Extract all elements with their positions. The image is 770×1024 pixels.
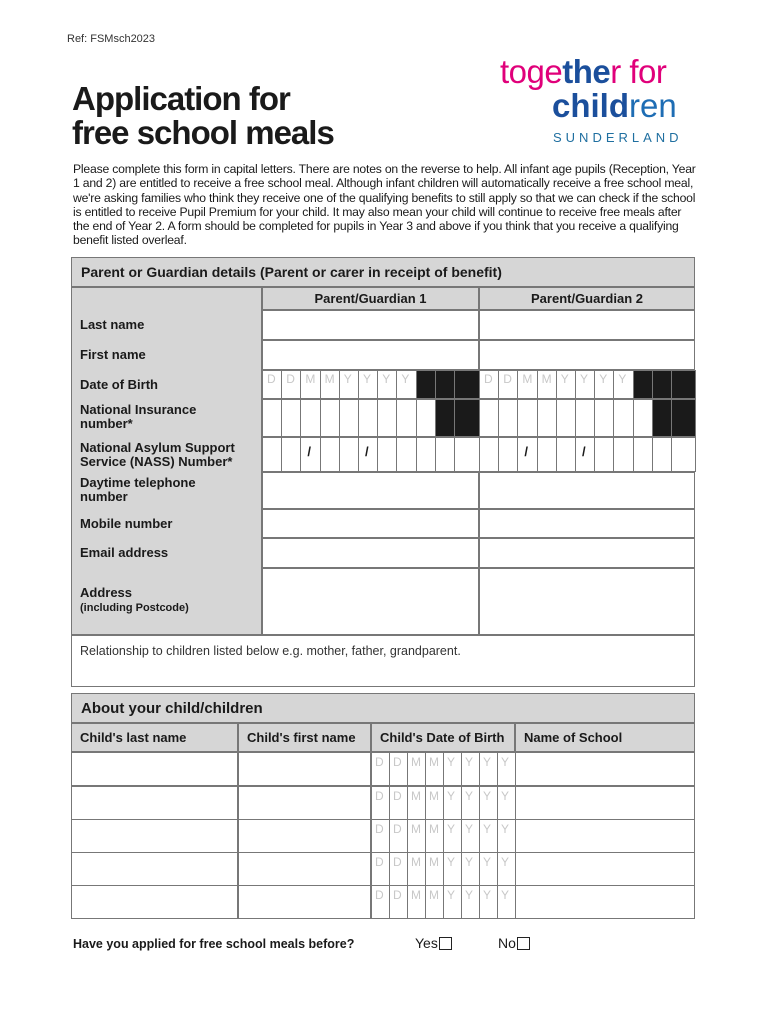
- phone-input-parent-2[interactable]: [479, 472, 695, 509]
- nass-box-parent-1[interactable]: [377, 437, 397, 472]
- label-first_name: First name: [80, 347, 146, 362]
- ni-box-parent-1[interactable]: [396, 399, 416, 437]
- dob-placeholder-char: Y: [401, 372, 410, 386]
- ni-box-parent-1[interactable]: [377, 399, 397, 437]
- child-col-header-2: Child's first name: [238, 723, 371, 752]
- nass-box-parent-2[interactable]: [537, 437, 557, 472]
- dob-placeholder-char: D: [267, 372, 276, 386]
- ni-box-parent-2[interactable]: [498, 399, 518, 437]
- ni-box-parent-1[interactable]: [358, 399, 378, 437]
- dob-placeholder-char: M: [429, 888, 439, 902]
- nass-separator: /: [307, 444, 312, 459]
- child-col-header-3: Child's Date of Birth: [371, 723, 515, 752]
- ni-box-parent-2: [652, 399, 672, 437]
- relationship-input[interactable]: [71, 635, 695, 687]
- label-mobile: Mobile number: [80, 516, 173, 531]
- nass-separator: /: [365, 444, 369, 459]
- dob-placeholder-char: Y: [447, 822, 456, 836]
- dob-placeholder-char: M: [541, 372, 552, 386]
- dob-placeholder-char: D: [393, 755, 402, 769]
- ni-box-parent-1[interactable]: [416, 399, 436, 437]
- dob-placeholder-char: Y: [501, 755, 510, 769]
- dob-placeholder-char: D: [393, 789, 402, 803]
- dob-placeholder-char: Y: [465, 755, 474, 769]
- child-last-name-input[interactable]: [71, 852, 238, 886]
- dob-placeholder-char: D: [393, 822, 402, 836]
- child-first-name-input[interactable]: [238, 852, 371, 886]
- ni-box-parent-1[interactable]: [320, 399, 340, 437]
- dob-placeholder-char: M: [411, 888, 421, 902]
- child-first-name-input[interactable]: [238, 786, 371, 820]
- dob-placeholder-char: Y: [618, 372, 627, 386]
- dob-box-parent-2: [671, 370, 696, 399]
- school-name-input[interactable]: [515, 819, 695, 853]
- dob-placeholder-char: Y: [501, 822, 510, 836]
- intro-text: Please complete this form in capital letters. There are notes on the reverse to help. All infant age pupils (Reception, Year 1 and 2) are entitled to receive a free school meal. Although infant children will automatically receive a free school meal, we're asking families who think they receive one of the qualifying benefits to still apply so that we can check if the school is entitled to receive Pupil Premium for your child. It may also mean your child will continue to receive free meals after the end of Year 2. A form should be completed for pupils in Year 3 and above if you think that you receive a qualifying benefit listed overleaf.: [73, 162, 696, 248]
- dob-box-parent-1: [454, 370, 480, 399]
- dob-placeholder-char: D: [393, 855, 402, 869]
- dob-placeholder-char: Y: [560, 372, 569, 386]
- dob-placeholder-char: Y: [465, 888, 474, 902]
- nass-box-parent-1[interactable]: [320, 437, 340, 472]
- nass-box-parent-1[interactable]: [281, 437, 301, 472]
- dob-placeholder-char: D: [375, 822, 384, 836]
- label-phone: Daytime telephone number: [80, 475, 196, 504]
- address-input-parent-2[interactable]: [479, 568, 695, 635]
- ni-box-parent-2[interactable]: [575, 399, 595, 437]
- dob-placeholder-char: Y: [483, 855, 492, 869]
- child-section-heading: About your child/children: [71, 693, 695, 723]
- label-address: Address (including Postcode): [80, 585, 189, 614]
- nass-box-parent-1[interactable]: [262, 437, 282, 472]
- child-last-name-input[interactable]: [71, 819, 238, 853]
- child-first-name-input[interactable]: [238, 885, 371, 919]
- ni-box-parent-1[interactable]: [281, 399, 301, 437]
- first_name-input-parent-1[interactable]: [262, 340, 479, 370]
- relationship-label: Relationship to children listed below e.g. mother, father, grandparent.: [80, 644, 461, 658]
- school-name-input[interactable]: [515, 786, 695, 820]
- nass-box-parent-1[interactable]: [396, 437, 416, 472]
- nass-box-parent-2[interactable]: [613, 437, 633, 472]
- child-col-header-1: Child's last name: [71, 723, 238, 752]
- ni-box-parent-1[interactable]: [300, 399, 320, 437]
- school-name-input[interactable]: [515, 885, 695, 919]
- label-email: Email address: [80, 545, 169, 560]
- dob-placeholder-char: Y: [465, 822, 474, 836]
- child-first-name-input[interactable]: [238, 752, 371, 786]
- dob-placeholder-char: Y: [343, 372, 352, 386]
- dob-placeholder-char: Y: [501, 855, 510, 869]
- last_name-input-parent-2[interactable]: [479, 310, 695, 340]
- dob-placeholder-char: M: [522, 372, 533, 386]
- dob-placeholder-char: Y: [465, 789, 474, 803]
- nass-box-parent-2[interactable]: [479, 437, 499, 472]
- child-last-name-input[interactable]: [71, 885, 238, 919]
- child-last-name-input[interactable]: [71, 786, 238, 820]
- dob-placeholder-char: Y: [483, 822, 492, 836]
- email-input-parent-2[interactable]: [479, 538, 695, 568]
- ni-box-parent-2[interactable]: [613, 399, 633, 437]
- dob-placeholder-char: Y: [447, 855, 456, 869]
- label-nass: National Asylum Support Service (NASS) Number*: [80, 440, 235, 469]
- nass-separator: /: [582, 444, 586, 459]
- child-col-header-4: Name of School: [515, 723, 695, 752]
- ni-box-parent-2[interactable]: [556, 399, 576, 437]
- dob-placeholder-char: Y: [483, 789, 492, 803]
- nass-box-parent-1[interactable]: [454, 437, 480, 472]
- dob-placeholder-char: D: [503, 372, 512, 386]
- dob-placeholder-char: D: [375, 755, 384, 769]
- dob-placeholder-char: Y: [447, 888, 456, 902]
- dob-placeholder-char: M: [411, 855, 421, 869]
- col-header-parent-1: Parent/Guardian 1: [262, 287, 479, 310]
- no-checkbox[interactable]: [517, 937, 530, 950]
- dob-placeholder-char: D: [286, 372, 295, 386]
- dob-placeholder-char: Y: [363, 372, 372, 386]
- dob-placeholder-char: D: [375, 789, 384, 803]
- dob-placeholder-char: Y: [599, 372, 608, 386]
- dob-placeholder-char: Y: [447, 755, 456, 769]
- dob-placeholder-char: Y: [501, 789, 510, 803]
- no-option[interactable]: No: [498, 935, 530, 951]
- dob-placeholder-char: M: [429, 855, 439, 869]
- col-header-parent-2: Parent/Guardian 2: [479, 287, 695, 310]
- dob-placeholder-char: D: [393, 888, 402, 902]
- dob-placeholder-char: Y: [580, 372, 589, 386]
- dob-placeholder-char: M: [429, 822, 439, 836]
- ni-box-parent-2[interactable]: [517, 399, 537, 437]
- ni-box-parent-2[interactable]: [537, 399, 557, 437]
- phone-input-parent-1[interactable]: [262, 472, 479, 509]
- dob-placeholder-char: Y: [465, 855, 474, 869]
- school-name-input[interactable]: [515, 752, 695, 786]
- dob-box-parent-1: [435, 370, 455, 399]
- nass-box-parent-2[interactable]: [556, 437, 576, 472]
- last_name-input-parent-1[interactable]: [262, 310, 479, 340]
- label-ni: National Insurance number*: [80, 402, 197, 431]
- ni-box-parent-1: [435, 399, 455, 437]
- email-input-parent-1[interactable]: [262, 538, 479, 568]
- dob-box-parent-1: [416, 370, 436, 399]
- dob-placeholder-char: D: [375, 855, 384, 869]
- ni-box-parent-2: [671, 399, 696, 437]
- ni-box-parent-2[interactable]: [633, 399, 653, 437]
- page-title: Application for free school meals: [72, 80, 334, 151]
- parent-section-heading: Parent or Guardian details (Parent or carer in receipt of benefit): [71, 257, 695, 287]
- first_name-input-parent-2[interactable]: [479, 340, 695, 370]
- label-dob: Date of Birth: [80, 377, 158, 392]
- dob-placeholder-char: M: [429, 789, 439, 803]
- dob-box-parent-2: [652, 370, 672, 399]
- dob-placeholder-char: M: [411, 789, 421, 803]
- nass-box-parent-1[interactable]: [435, 437, 455, 472]
- dob-placeholder-char: Y: [483, 888, 492, 902]
- applied-before-question: Have you applied for free school meals before?: [73, 937, 355, 951]
- dob-placeholder-char: Y: [382, 372, 391, 386]
- dob-placeholder-char: M: [411, 755, 421, 769]
- dob-placeholder-char: M: [429, 755, 439, 769]
- school-name-input[interactable]: [515, 852, 695, 886]
- mobile-input-parent-2[interactable]: [479, 509, 695, 538]
- dob-placeholder-char: Y: [447, 789, 456, 803]
- dob-placeholder-char: M: [324, 372, 335, 386]
- reference-code: Ref: FSMsch2023: [67, 33, 156, 45]
- child-first-name-input[interactable]: [238, 819, 371, 853]
- child-last-name-input[interactable]: [71, 752, 238, 786]
- dob-placeholder-char: Y: [501, 888, 510, 902]
- nass-separator: /: [524, 444, 529, 459]
- yes-checkbox[interactable]: [439, 937, 452, 950]
- nass-box-parent-2[interactable]: [652, 437, 672, 472]
- address-input-parent-1[interactable]: [262, 568, 479, 635]
- nass-box-parent-1[interactable]: [416, 437, 436, 472]
- ni-box-parent-2[interactable]: [594, 399, 614, 437]
- label-last_name: Last name: [80, 317, 145, 332]
- nass-box-parent-2[interactable]: [498, 437, 518, 472]
- nass-box-parent-2[interactable]: [594, 437, 614, 472]
- yes-option[interactable]: Yes: [415, 935, 452, 951]
- dob-placeholder-char: D: [375, 888, 384, 902]
- dob-placeholder-char: D: [484, 372, 493, 386]
- dob-box-parent-2: [633, 370, 653, 399]
- ni-box-parent-1: [454, 399, 480, 437]
- ni-box-parent-2[interactable]: [479, 399, 499, 437]
- nass-box-parent-1[interactable]: [339, 437, 359, 472]
- together-for-children-logo: together for children SUNDERLAND: [500, 53, 683, 145]
- nass-box-parent-2[interactable]: [671, 437, 696, 472]
- dob-placeholder-char: M: [305, 372, 316, 386]
- dob-placeholder-char: Y: [483, 755, 492, 769]
- dob-placeholder-char: M: [411, 822, 421, 836]
- nass-box-parent-2[interactable]: [633, 437, 653, 472]
- ni-box-parent-1[interactable]: [339, 399, 359, 437]
- mobile-input-parent-1[interactable]: [262, 509, 479, 538]
- ni-box-parent-1[interactable]: [262, 399, 282, 437]
